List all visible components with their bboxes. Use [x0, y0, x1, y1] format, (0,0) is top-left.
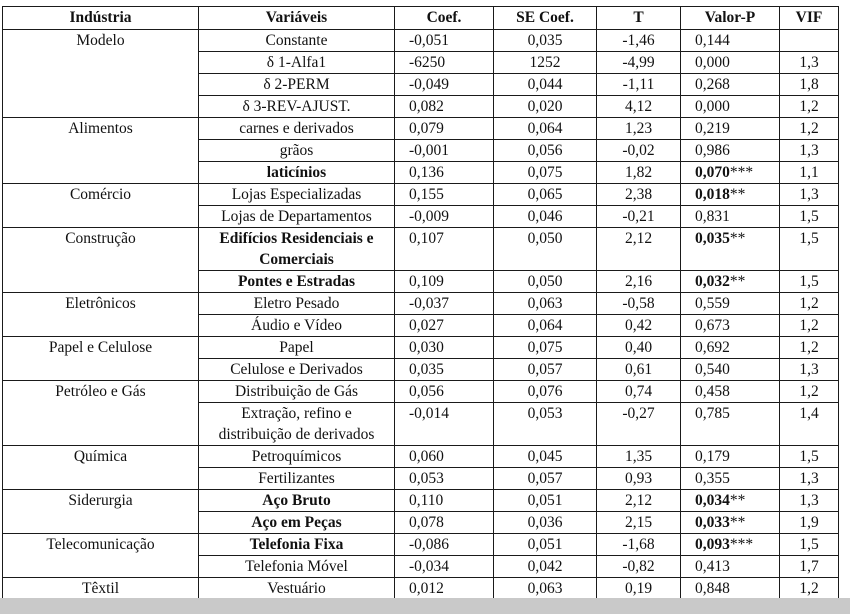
cell-industria: [3, 74, 199, 96]
cell-coef: 0,060: [395, 446, 494, 468]
significance-stars: ***: [729, 536, 754, 553]
cell-coef: 0,079: [395, 118, 494, 140]
cell-industria: [3, 315, 199, 337]
cell-t: 1,35: [597, 446, 681, 468]
p-value: 0,033: [695, 514, 730, 531]
cell-industria: [3, 162, 199, 184]
table-row: [3, 359, 839, 381]
cell-vif: 1,2: [780, 337, 839, 359]
cell-valor-p: [681, 359, 780, 381]
cell-se-coef: 0,046: [494, 206, 597, 228]
table-row: [3, 184, 839, 206]
cell-industria: [3, 556, 199, 578]
cell-se-coef: 0,020: [494, 96, 597, 118]
cell-variavel: [199, 293, 395, 315]
p-value: 0,355: [695, 470, 730, 487]
variable-label: Constante: [265, 32, 328, 49]
variable-label: Pontes e Estradas: [237, 273, 356, 290]
cell-variavel: [199, 468, 395, 490]
cell-variavel: [199, 52, 395, 74]
variable-label: Telefonia Móvel: [245, 558, 348, 575]
variable-label: Distribuição de Gás: [234, 383, 359, 400]
variable-label: Lojas Especializadas: [231, 186, 362, 203]
cell-t: 1,82: [597, 162, 681, 184]
cell-variavel: [199, 315, 395, 337]
cell-t: 0,19: [597, 578, 681, 600]
cell-t: -0,02: [597, 140, 681, 162]
p-value: 0,986: [695, 142, 730, 159]
table-row: [3, 293, 839, 315]
cell-variavel: [199, 118, 395, 140]
significance-stars: **: [729, 273, 746, 290]
table-row: [3, 315, 839, 337]
cell-industria: Telecomunicação: [3, 534, 199, 556]
cell-variavel: [199, 512, 395, 534]
significance-stars: **: [729, 514, 746, 531]
cell-coef: -0,049: [395, 74, 494, 96]
cell-valor-p: [681, 140, 780, 162]
cell-coef: 0,136: [395, 162, 494, 184]
variable-label: Extração, refino e distribuição de derivados: [218, 405, 375, 443]
cell-vif: 1,2: [780, 293, 839, 315]
cell-coef: 0,110: [395, 490, 494, 512]
cell-vif: 1,5: [780, 228, 839, 271]
cell-industria: Petróleo e Gás: [3, 381, 199, 403]
cell-industria: Construção: [3, 228, 199, 271]
cell-variavel: [199, 162, 395, 184]
cell-vif: 1,3: [780, 359, 839, 381]
variable-label: δ 1-Alfa1: [266, 54, 327, 71]
cell-valor-p: [681, 74, 780, 96]
significance-stars: **: [729, 492, 746, 509]
cell-vif: 1,2: [780, 118, 839, 140]
cell-industria: Química: [3, 446, 199, 468]
cell-valor-p: [681, 118, 780, 140]
cell-valor-p: [681, 30, 780, 52]
cell-coef: -0,086: [395, 534, 494, 556]
cell-coef: 0,155: [395, 184, 494, 206]
table-row: [3, 74, 839, 96]
cell-variavel: [199, 359, 395, 381]
p-value: 0,831: [695, 208, 730, 225]
cell-industria: Têxtil: [3, 578, 199, 600]
variable-label: Vestuário: [267, 580, 326, 597]
variable-label: δ 3-REV-AJUST.: [242, 98, 351, 115]
header-vif: VIF: [780, 7, 839, 30]
cell-vif: 1,4: [780, 403, 839, 446]
cell-se-coef: 0,051: [494, 534, 597, 556]
variable-label: laticínios: [266, 164, 327, 181]
cell-coef: 0,053: [395, 468, 494, 490]
table-row: [3, 118, 839, 140]
cell-valor-p: [681, 381, 780, 403]
cell-industria: [3, 403, 199, 446]
cell-t: -0,21: [597, 206, 681, 228]
cell-se-coef: 0,053: [494, 403, 597, 446]
header-se-coef: SE Coef.: [494, 7, 597, 30]
table-row: [3, 96, 839, 118]
variable-label: Telefonia Fixa: [249, 536, 344, 553]
cell-coef: -0,009: [395, 206, 494, 228]
cell-coef: -0,034: [395, 556, 494, 578]
cell-t: 2,16: [597, 271, 681, 293]
cell-se-coef: 0,035: [494, 30, 597, 52]
cell-se-coef: 0,057: [494, 359, 597, 381]
cell-se-coef: 0,036: [494, 512, 597, 534]
cell-t: 1,23: [597, 118, 681, 140]
table-row: [3, 534, 839, 556]
variable-label: δ 2-PERM: [263, 76, 330, 93]
p-value: 0,848: [695, 580, 730, 597]
cell-vif: 1,2: [780, 578, 839, 600]
cell-se-coef: 0,064: [494, 118, 597, 140]
cell-valor-p: [681, 512, 780, 534]
p-value: 0,785: [695, 405, 730, 422]
bottom-gray-bar: [0, 598, 850, 614]
cell-vif: 1,2: [780, 96, 839, 118]
significance-stars: **: [729, 186, 746, 203]
variable-label: Aço Bruto: [262, 492, 331, 509]
cell-vif: [780, 30, 839, 52]
cell-t: 2,15: [597, 512, 681, 534]
cell-coef: 0,107: [395, 228, 494, 271]
p-value: 0,540: [695, 361, 730, 378]
table-row: [3, 578, 839, 600]
regression-table: [2, 6, 839, 600]
header-t: T: [597, 7, 681, 30]
cell-industria: [3, 96, 199, 118]
table-row: [3, 512, 839, 534]
cell-t: -0,27: [597, 403, 681, 446]
cell-valor-p: [681, 293, 780, 315]
header-industria: Indústria: [3, 7, 199, 30]
table-row: [3, 403, 839, 446]
cell-se-coef: 0,075: [494, 337, 597, 359]
cell-valor-p: [681, 403, 780, 446]
p-value: 0,000: [695, 98, 730, 115]
table-row: [3, 140, 839, 162]
cell-vif: 1,9: [780, 512, 839, 534]
cell-se-coef: 0,064: [494, 315, 597, 337]
cell-vif: 1,2: [780, 381, 839, 403]
cell-se-coef: 0,063: [494, 293, 597, 315]
p-value: 0,093: [695, 536, 730, 553]
cell-se-coef: 0,044: [494, 74, 597, 96]
p-value: 0,035: [695, 230, 730, 247]
cell-industria: Alimentos: [3, 118, 199, 140]
cell-valor-p: [681, 534, 780, 556]
cell-valor-p: [681, 206, 780, 228]
variable-label: Petroquímicos: [251, 448, 342, 465]
p-value: 0,000: [695, 54, 730, 71]
cell-variavel: [199, 228, 395, 271]
p-value: 0,032: [695, 273, 730, 290]
cell-industria: [3, 206, 199, 228]
cell-coef: 0,078: [395, 512, 494, 534]
header-coef: Coef.: [395, 7, 494, 30]
cell-industria: [3, 359, 199, 381]
cell-valor-p: [681, 578, 780, 600]
table-row: [3, 337, 839, 359]
cell-variavel: [199, 446, 395, 468]
p-value: 0,268: [695, 76, 730, 93]
cell-variavel: [199, 337, 395, 359]
cell-variavel: [199, 403, 395, 446]
table-row: [3, 271, 839, 293]
cell-variavel: [199, 556, 395, 578]
cell-se-coef: 1252: [494, 52, 597, 74]
cell-t: 2,12: [597, 228, 681, 271]
cell-valor-p: [681, 468, 780, 490]
p-value: 0,559: [695, 295, 730, 312]
table-row: [3, 228, 839, 271]
cell-industria: Comércio: [3, 184, 199, 206]
p-value: 0,219: [695, 120, 730, 137]
variable-label: carnes e derivados: [239, 120, 354, 137]
cell-vif: 1,5: [780, 534, 839, 556]
cell-valor-p: [681, 556, 780, 578]
table-row: [3, 30, 839, 52]
cell-vif: 1,1: [780, 162, 839, 184]
variable-label: Celulose e Derivados: [230, 361, 363, 378]
p-value: 0,018: [695, 186, 730, 203]
p-value: 0,070: [695, 164, 730, 181]
cell-se-coef: 0,045: [494, 446, 597, 468]
table-row: [3, 490, 839, 512]
variable-label: Edifícios Residenciais e Comerciais: [219, 230, 374, 268]
cell-variavel: [199, 96, 395, 118]
cell-coef: -0,001: [395, 140, 494, 162]
cell-coef: 0,109: [395, 271, 494, 293]
cell-valor-p: [681, 271, 780, 293]
cell-valor-p: [681, 490, 780, 512]
cell-valor-p: [681, 337, 780, 359]
cell-coef: 0,027: [395, 315, 494, 337]
cell-coef: 0,035: [395, 359, 494, 381]
table-row: [3, 381, 839, 403]
variable-label: Aço em Peças: [251, 514, 342, 531]
cell-variavel: [199, 30, 395, 52]
cell-t: -0,58: [597, 293, 681, 315]
cell-industria: [3, 271, 199, 293]
p-value: 0,144: [695, 32, 730, 49]
significance-stars: ***: [729, 164, 754, 181]
cell-coef: -0,014: [395, 403, 494, 446]
cell-se-coef: 0,057: [494, 468, 597, 490]
cell-vif: 1,3: [780, 468, 839, 490]
significance-stars: **: [729, 230, 746, 247]
cell-coef: 0,030: [395, 337, 494, 359]
cell-t: 0,74: [597, 381, 681, 403]
cell-coef: -0,051: [395, 30, 494, 52]
cell-se-coef: 0,050: [494, 271, 597, 293]
cell-t: 4,12: [597, 96, 681, 118]
cell-t: -1,68: [597, 534, 681, 556]
cell-valor-p: [681, 315, 780, 337]
cell-variavel: [199, 490, 395, 512]
cell-valor-p: [681, 52, 780, 74]
cell-vif: 1,5: [780, 206, 839, 228]
cell-vif: 1,3: [780, 140, 839, 162]
cell-t: -4,99: [597, 52, 681, 74]
cell-vif: 1,7: [780, 556, 839, 578]
cell-industria: [3, 468, 199, 490]
cell-industria: [3, 512, 199, 534]
cell-coef: -0,037: [395, 293, 494, 315]
table-row: [3, 206, 839, 228]
cell-vif: 1,5: [780, 446, 839, 468]
variable-label: Áudio e Vídeo: [251, 317, 342, 334]
p-value: 0,034: [695, 492, 730, 509]
table-row: [3, 556, 839, 578]
cell-variavel: [199, 534, 395, 556]
cell-variavel: [199, 578, 395, 600]
table-row: [3, 52, 839, 74]
cell-vif: 1,2: [780, 315, 839, 337]
p-value: 0,692: [695, 339, 730, 356]
header-variaveis: Variáveis: [199, 7, 395, 30]
table-row: [3, 446, 839, 468]
cell-valor-p: [681, 184, 780, 206]
cell-industria: Eletrônicos: [3, 293, 199, 315]
cell-valor-p: [681, 96, 780, 118]
cell-vif: 1,3: [780, 184, 839, 206]
cell-coef: 0,012: [395, 578, 494, 600]
right-margin: [842, 0, 850, 614]
cell-t: 2,12: [597, 490, 681, 512]
cell-se-coef: 0,056: [494, 140, 597, 162]
cell-se-coef: 0,051: [494, 490, 597, 512]
cell-se-coef: 0,042: [494, 556, 597, 578]
cell-variavel: [199, 271, 395, 293]
cell-industria: Siderurgia: [3, 490, 199, 512]
variable-label: Papel: [279, 339, 314, 356]
cell-industria: [3, 52, 199, 74]
cell-t: 0,93: [597, 468, 681, 490]
p-value: 0,413: [695, 558, 730, 575]
cell-vif: 1,3: [780, 490, 839, 512]
cell-t: -1,46: [597, 30, 681, 52]
cell-t: -0,82: [597, 556, 681, 578]
cell-t: 0,42: [597, 315, 681, 337]
cell-variavel: [199, 74, 395, 96]
cell-valor-p: [681, 162, 780, 184]
variable-label: grãos: [279, 142, 314, 159]
header-row: [3, 7, 839, 30]
cell-variavel: [199, 140, 395, 162]
cell-se-coef: 0,076: [494, 381, 597, 403]
cell-t: 0,61: [597, 359, 681, 381]
cell-valor-p: [681, 228, 780, 271]
cell-vif: 1,8: [780, 74, 839, 96]
cell-vif: 1,3: [780, 52, 839, 74]
cell-variavel: [199, 206, 395, 228]
cell-se-coef: 0,075: [494, 162, 597, 184]
cell-se-coef: 0,050: [494, 228, 597, 271]
cell-coef: 0,082: [395, 96, 494, 118]
cell-variavel: [199, 184, 395, 206]
cell-industria: [3, 140, 199, 162]
cell-t: -1,11: [597, 74, 681, 96]
p-value: 0,673: [695, 317, 730, 334]
p-value: 0,179: [695, 448, 730, 465]
cell-variavel: [199, 381, 395, 403]
table-row: [3, 468, 839, 490]
variable-label: Fertilizantes: [258, 470, 335, 487]
cell-t: 2,38: [597, 184, 681, 206]
cell-t: 0,40: [597, 337, 681, 359]
cell-industria: Papel e Celulose: [3, 337, 199, 359]
variable-label: Eletro Pesado: [253, 295, 340, 312]
header-valor-p: Valor-P: [681, 7, 780, 30]
table-row: [3, 162, 839, 184]
variable-label: Lojas de Departamentos: [221, 208, 372, 225]
cell-se-coef: 0,063: [494, 578, 597, 600]
cell-coef: -6250: [395, 52, 494, 74]
cell-valor-p: [681, 446, 780, 468]
cell-vif: 1,5: [780, 271, 839, 293]
cell-coef: 0,056: [395, 381, 494, 403]
p-value: 0,458: [695, 383, 730, 400]
cell-industria: Modelo: [3, 30, 199, 52]
cell-se-coef: 0,065: [494, 184, 597, 206]
